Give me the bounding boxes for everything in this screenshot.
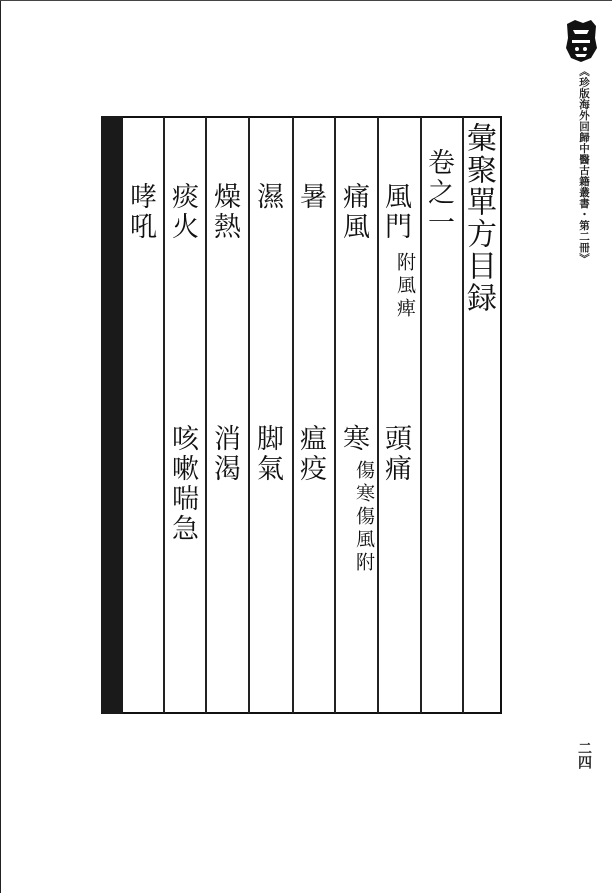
page-frame-left (0, 0, 1, 893)
column-rule (334, 117, 336, 713)
page-number: 二四 (576, 741, 592, 769)
entry-shu: 暑 (295, 182, 326, 212)
entry-shi: 濕 (252, 182, 283, 212)
column-rule (205, 117, 207, 713)
entry-ke-sou-chuan-ji: 咳嗽喘急 (167, 424, 198, 544)
entry-tong-feng: 痛風 (338, 182, 369, 242)
entry-feng-men: 風門 (380, 182, 411, 242)
entry-jiao-qi: 脚氣 (252, 424, 283, 484)
entry-zao-re: 燥熱 (209, 182, 240, 242)
entry-shang-han-note: 傷寒傷風附 (353, 460, 375, 575)
entry-tan-huo: 痰火 (167, 182, 198, 242)
entry-xiao-hou: 哮吼 (125, 182, 156, 242)
column-rule (292, 117, 294, 713)
binding-edge (101, 116, 123, 714)
column-rule (248, 117, 250, 713)
book-title: 彙聚單方目録 (461, 122, 496, 314)
entry-tou-tong: 頭痛 (380, 424, 411, 484)
column-rule (377, 117, 379, 713)
page-frame-top (0, 0, 612, 1)
column-rule (420, 117, 422, 713)
entry-xiao-ke: 消渴 (209, 424, 240, 484)
column-rule (163, 117, 165, 713)
entry-feng-men-note: 附風痺 (394, 252, 416, 321)
series-title: 《珍版海外回歸中醫古籍叢書・第二冊》 (578, 66, 590, 264)
volume-heading: 卷之一 (423, 148, 454, 238)
entry-wen-yi: 瘟疫 (295, 424, 326, 484)
series-logo-icon (563, 18, 599, 64)
entry-shang-han: 寒 (338, 424, 369, 454)
